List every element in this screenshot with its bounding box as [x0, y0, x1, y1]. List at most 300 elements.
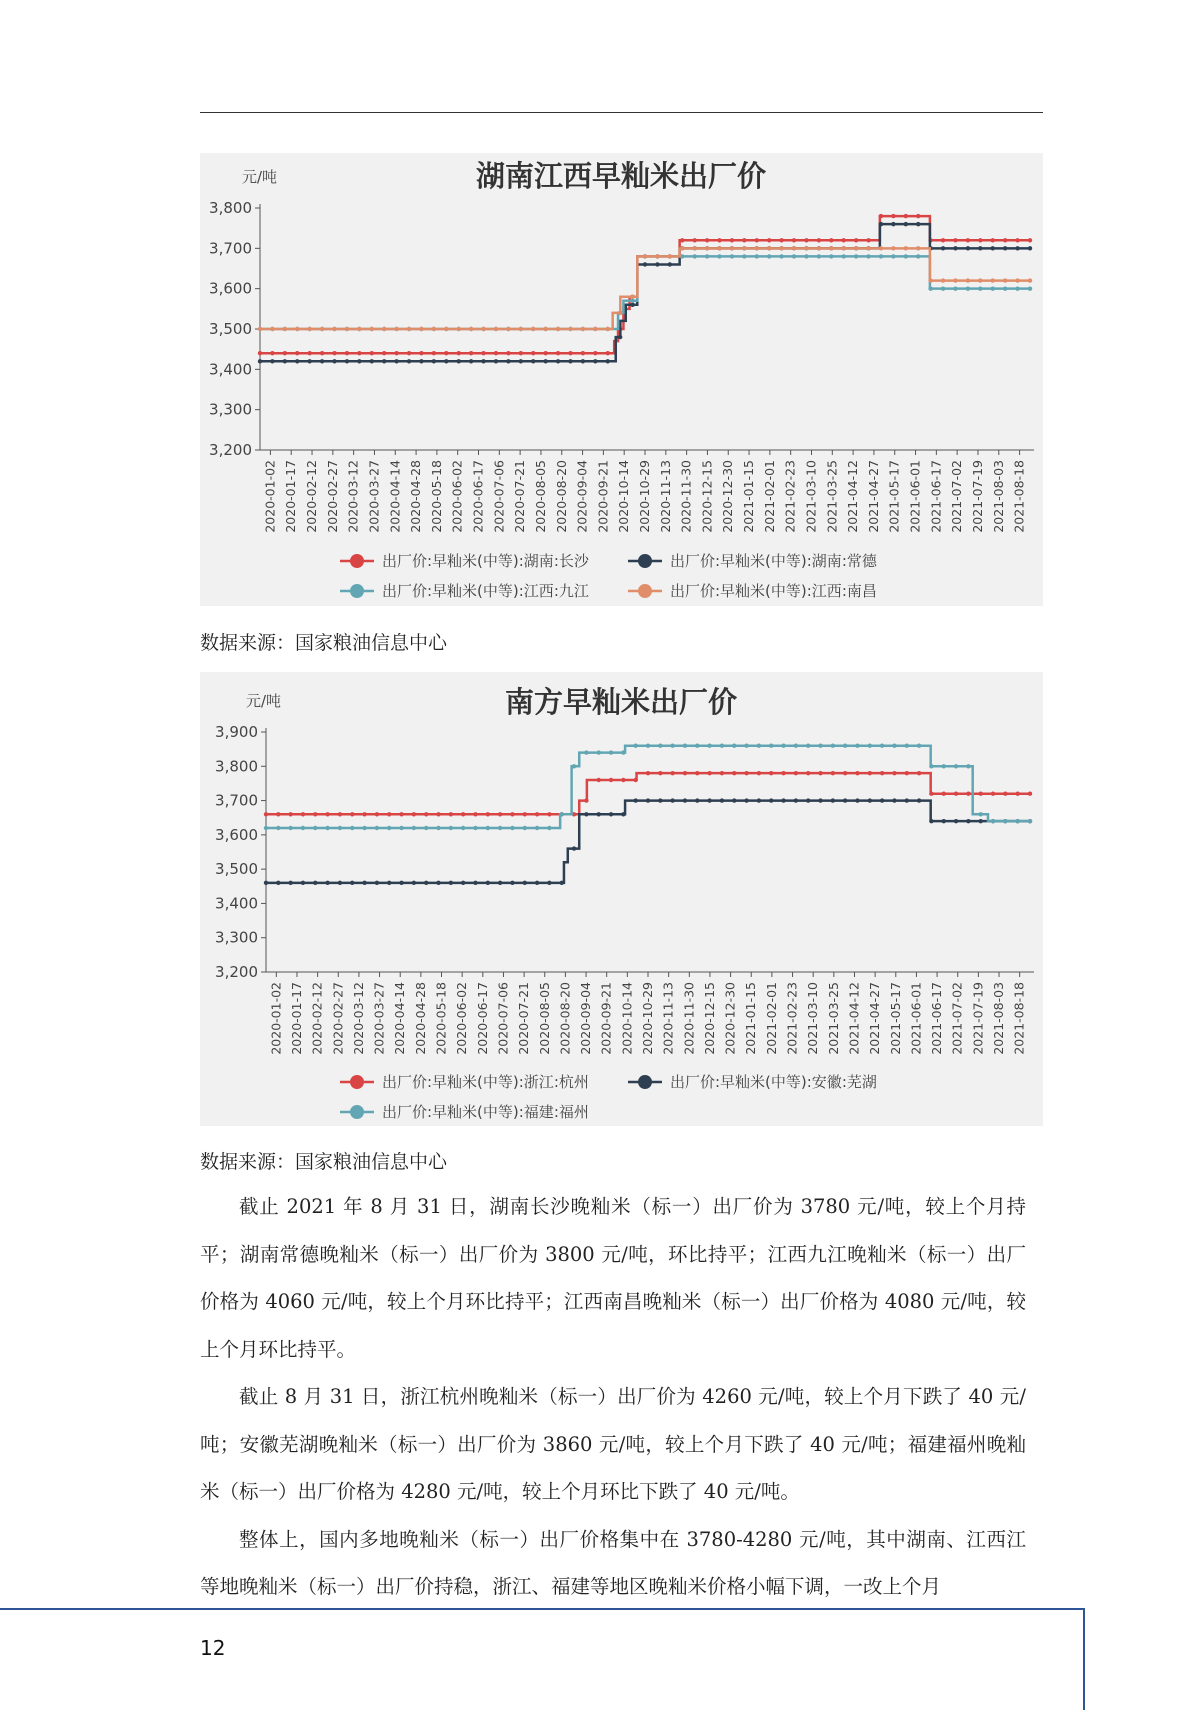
series-point [843, 798, 847, 802]
series-point [432, 359, 436, 363]
series-point [717, 254, 721, 258]
series-point [953, 238, 957, 242]
legend-label: 出厂价:早籼米(中等):江西:九江 [382, 582, 589, 600]
series-point [288, 812, 292, 816]
chart-title: 南方早籼米出厂价 [504, 685, 738, 719]
series-point [966, 764, 970, 768]
series-point [705, 246, 709, 250]
series-point [332, 351, 336, 355]
series-point [730, 254, 734, 258]
x-tick-label: 2020-07-21 [512, 460, 528, 533]
series-point [295, 327, 299, 331]
series-point [854, 254, 858, 258]
series-point [683, 798, 687, 802]
series-point [966, 792, 970, 796]
series-point [646, 744, 650, 748]
series-point [916, 214, 920, 218]
series-point [469, 327, 473, 331]
x-tick-label: 2021-04-27 [865, 460, 881, 533]
series-point [633, 744, 637, 748]
series-point [991, 286, 995, 290]
x-tick-label: 2021-03-25 [824, 460, 840, 533]
series-point [572, 846, 576, 850]
x-tick-label: 2020-06-17 [470, 460, 486, 533]
y-tick-label: 3,200 [209, 441, 252, 459]
series-point [979, 812, 983, 816]
series-point [720, 744, 724, 748]
series-point [531, 359, 535, 363]
series-point [399, 826, 403, 830]
series-point [295, 359, 299, 363]
series-point [609, 812, 613, 816]
y-tick-label: 3,500 [215, 860, 258, 879]
x-tick-label: 2020-08-05 [536, 982, 552, 1055]
series-point [854, 246, 858, 250]
x-tick-label: 2021-08-03 [990, 460, 1006, 533]
series-point [543, 327, 547, 331]
x-tick-label: 2021-06-01 [908, 982, 924, 1055]
series-point [905, 798, 909, 802]
series-point [498, 812, 502, 816]
series-point [621, 812, 625, 816]
series-point [560, 812, 564, 816]
series-point [917, 798, 921, 802]
series-point [779, 246, 783, 250]
x-tick-label: 2021-08-03 [991, 982, 1007, 1055]
series-point [510, 812, 514, 816]
series-point [769, 744, 773, 748]
series-point [978, 286, 982, 290]
series-point [357, 351, 361, 355]
y-tick-label: 3,200 [215, 963, 258, 981]
series-point [276, 826, 280, 830]
x-tick-label: 2021-06-17 [928, 460, 944, 533]
x-tick-label: 2020-11-13 [657, 460, 673, 533]
series-point [494, 359, 498, 363]
series-point [424, 812, 428, 816]
body-text [200, 1183, 1026, 1611]
series-point [1015, 238, 1019, 242]
series-point [769, 771, 773, 775]
series-point [829, 254, 833, 258]
x-tick-label: 2020-07-06 [495, 982, 511, 1055]
series-point [794, 771, 798, 775]
chart-title: 湖南江西早籼米出厂价 [475, 159, 767, 193]
series-point [581, 359, 585, 363]
x-tick-label: 2020-01-17 [288, 982, 304, 1055]
series-point [307, 359, 311, 363]
series-point [966, 238, 970, 242]
series-point [978, 278, 982, 282]
series-point [658, 744, 662, 748]
series-point [929, 764, 933, 768]
series-point [769, 798, 773, 802]
series-point [345, 327, 349, 331]
x-tick-label: 2020-06-02 [449, 460, 465, 533]
series-point [744, 798, 748, 802]
legend-swatch-marker [350, 554, 364, 568]
series-point [1015, 792, 1019, 796]
series-point [419, 359, 423, 363]
series-point [978, 238, 982, 242]
series-point [942, 764, 946, 768]
series-point [744, 771, 748, 775]
series-point [966, 286, 970, 290]
series-point [917, 771, 921, 775]
series-point [572, 764, 576, 768]
x-tick-label: 2020-07-06 [491, 460, 507, 533]
series-point [494, 327, 498, 331]
series-point [382, 351, 386, 355]
series-point [481, 351, 485, 355]
series-point [792, 246, 796, 250]
series-point [609, 778, 613, 782]
series-point [394, 327, 398, 331]
x-tick-label: 2020-01-02 [262, 460, 278, 533]
x-tick-label: 2020-03-12 [350, 982, 366, 1055]
series-point [547, 812, 551, 816]
y-tick-label: 3,900 [215, 723, 258, 741]
y-tick-label: 3,500 [209, 320, 252, 338]
series-point [843, 771, 847, 775]
legend-swatch-marker [350, 1105, 364, 1119]
series-point [444, 359, 448, 363]
x-tick-label: 2021-02-01 [763, 982, 779, 1055]
series-point [547, 881, 551, 885]
series-point [855, 744, 859, 748]
series-point [1028, 819, 1032, 823]
series-point [498, 881, 502, 885]
x-tick-label: 2020-09-21 [595, 460, 611, 533]
y-tick-label: 3,400 [215, 894, 258, 913]
series-point [394, 359, 398, 363]
series-point [419, 351, 423, 355]
x-tick-label: 2020-11-30 [678, 460, 694, 533]
series-point [523, 826, 527, 830]
series-point [469, 359, 473, 363]
series-point [357, 327, 361, 331]
series-point [556, 327, 560, 331]
series-point [804, 238, 808, 242]
series-point [767, 246, 771, 250]
series-point [1015, 286, 1019, 290]
series-point [457, 359, 461, 363]
series-point [705, 238, 709, 242]
x-tick-label: 2021-02-23 [784, 982, 800, 1055]
series-point [283, 327, 287, 331]
series-point [519, 327, 523, 331]
series-point [338, 826, 342, 830]
series-point [313, 812, 317, 816]
x-tick-label: 2020-10-29 [640, 982, 655, 1055]
series-point [732, 798, 736, 802]
series-point [473, 812, 477, 816]
x-tick-label: 2021-05-17 [887, 982, 903, 1055]
x-tick-label: 2020-01-17 [283, 460, 299, 533]
series-point [692, 254, 696, 258]
series-point [568, 351, 572, 355]
series-point [606, 359, 610, 363]
series-point [953, 278, 957, 282]
series-point [818, 771, 822, 775]
x-tick-label: 2020-01-02 [268, 982, 284, 1055]
series-point [581, 327, 585, 331]
y-axis-unit: 元/吨 [246, 692, 282, 710]
x-tick-label: 2021-01-15 [741, 460, 757, 533]
series-point [325, 812, 329, 816]
y-tick-label: 3,700 [209, 239, 252, 258]
series-point [593, 359, 597, 363]
series-point [419, 327, 423, 331]
series-point [979, 792, 983, 796]
x-tick-label: 2020-12-30 [722, 982, 738, 1055]
series-line [260, 256, 1030, 329]
series-point [941, 278, 945, 282]
series-point [695, 744, 699, 748]
series-point [258, 359, 262, 363]
paragraph: 截止 2021 年 8 月 31 日，湖南长沙晚籼米（标一）出厂价为 3780 元/吨，较上个月持平；湖南常德晚籼米（标一）出厂价为 3800 元/吨，环比持平；江西九江晚籼米（标一）出厂价格为 4060 元/吨，较上个月环比持平；江西南昌晚籼米（标一）出厂价格为 4080 元/吨，较上个月环比持平。 [200, 1195, 1026, 1361]
series-point [683, 744, 687, 748]
series-point [880, 798, 884, 802]
series-point [670, 771, 674, 775]
series-point [854, 238, 858, 242]
series-point [436, 812, 440, 816]
series-point [560, 881, 564, 885]
series-point [767, 254, 771, 258]
y-axis-unit: 元/吨 [242, 168, 278, 186]
series-point [288, 881, 292, 885]
series-line [266, 746, 1030, 828]
series-point [449, 812, 453, 816]
series-point [804, 246, 808, 250]
series-point [720, 798, 724, 802]
series-point [506, 327, 510, 331]
series-point [817, 246, 821, 250]
series-point [705, 254, 709, 258]
series-point [855, 771, 859, 775]
series-point [843, 744, 847, 748]
series-point [794, 744, 798, 748]
series-point [744, 744, 748, 748]
series-point [461, 881, 465, 885]
series-point [535, 881, 539, 885]
series-point [683, 771, 687, 775]
source-note-2: 数据来源：国家粮油信息中心 [200, 1151, 448, 1173]
x-tick-label: 2020-11-30 [681, 982, 697, 1055]
series-point [868, 798, 872, 802]
series-point [449, 881, 453, 885]
series-point [593, 351, 597, 355]
series-point [407, 351, 411, 355]
series-point [928, 278, 932, 282]
series-point [966, 819, 970, 823]
series-point [742, 246, 746, 250]
y-tick-label: 3,700 [215, 791, 258, 810]
x-tick-label: 2020-02-12 [304, 460, 320, 533]
series-point [781, 798, 785, 802]
series-point [412, 881, 416, 885]
series-point [510, 881, 514, 885]
series-point [917, 744, 921, 748]
series-point [717, 246, 721, 250]
series-point [829, 246, 833, 250]
series-point [568, 359, 572, 363]
series-point [307, 327, 311, 331]
series-point [313, 826, 317, 830]
x-tick-label: 2020-08-20 [557, 982, 573, 1055]
series-point [345, 351, 349, 355]
series-point [1015, 278, 1019, 282]
series-point [531, 327, 535, 331]
series-point [692, 238, 696, 242]
series-point [325, 881, 329, 885]
series-point [424, 881, 428, 885]
x-tick-label: 2020-09-21 [598, 982, 614, 1055]
series-point [633, 798, 637, 802]
x-tick-label: 2021-02-01 [761, 460, 777, 533]
series-point [382, 359, 386, 363]
series-point [510, 826, 514, 830]
series-point [868, 771, 872, 775]
series-point [584, 812, 588, 816]
x-tick-label: 2020-02-12 [309, 982, 325, 1055]
series-point [991, 819, 995, 823]
series-point [362, 826, 366, 830]
x-tick-label: 2020-08-20 [553, 460, 569, 533]
series-point [842, 254, 846, 258]
series-point [904, 214, 908, 218]
series-point [905, 771, 909, 775]
series-point [362, 812, 366, 816]
series-point [755, 246, 759, 250]
series-point [370, 327, 374, 331]
series-point [320, 327, 324, 331]
series-point [461, 812, 465, 816]
paragraph: 截止 8 月 31 日，浙江杭州晚籼米（标一）出厂价为 4260 元/吨，较上个月下跌了 40 元/吨；安徽芜湖晚籼米（标一）出厂价为 3860 元/吨，较上个月下跌了 40 元/吨；福建福州晚籼米（标一）出厂价格为 4280 元/吨，较上个月环比下跌了 40 元/吨。 [200, 1385, 1026, 1503]
series-point [831, 771, 835, 775]
x-tick-label: 2020-06-02 [454, 982, 470, 1055]
series-point [1003, 246, 1007, 250]
series-point [543, 351, 547, 355]
series-point [866, 238, 870, 242]
series-point [730, 246, 734, 250]
series-point [879, 254, 883, 258]
series-point [670, 798, 674, 802]
series-point [584, 750, 588, 754]
series-point [891, 214, 895, 218]
series-point [338, 881, 342, 885]
series-point [978, 246, 982, 250]
series-line [260, 248, 1030, 329]
series-point [817, 254, 821, 258]
series-point [668, 262, 672, 266]
x-tick-label: 2020-12-15 [699, 460, 715, 533]
series-point [568, 327, 572, 331]
series-point [531, 351, 535, 355]
series-point [556, 359, 560, 363]
series-point [658, 798, 662, 802]
x-tick-label: 2020-04-28 [408, 460, 424, 533]
series-point [866, 246, 870, 250]
series-point [804, 254, 808, 258]
series-point [879, 214, 883, 218]
series-point [966, 246, 970, 250]
y-tick-label: 3,600 [209, 279, 252, 298]
series-point [1028, 286, 1032, 290]
series-point [643, 254, 647, 258]
series-point [407, 327, 411, 331]
series-point [399, 881, 403, 885]
y-tick-label: 3,800 [209, 199, 252, 217]
x-tick-label: 2021-02-23 [782, 460, 798, 533]
x-tick-label: 2021-01-15 [743, 982, 759, 1055]
series-point [630, 303, 634, 307]
series-point [494, 351, 498, 355]
x-tick-label: 2021-04-12 [845, 460, 861, 533]
series-point [609, 750, 613, 754]
x-tick-label: 2020-08-05 [532, 460, 548, 533]
series-point [332, 359, 336, 363]
series-point [523, 881, 527, 885]
series-point [855, 798, 859, 802]
paragraph: 整体上，国内多地晚籼米（标一）出厂价格集中在 3780-4280 元/吨，其中湖南、江西江等地晚籼米（标一）出厂价持稳，浙江、福建等地区晚籼米价格小幅下调，一改上个月 [200, 1527, 1026, 1598]
series-point [695, 798, 699, 802]
series-point [695, 771, 699, 775]
series-point [258, 327, 262, 331]
x-tick-label: 2020-09-04 [578, 982, 594, 1055]
series-point [387, 881, 391, 885]
series-point [831, 744, 835, 748]
series-point [755, 238, 759, 242]
series-point [436, 881, 440, 885]
series-point [264, 881, 268, 885]
series-point [831, 798, 835, 802]
x-tick-label: 2021-07-02 [949, 982, 965, 1055]
series-point [547, 826, 551, 830]
x-tick-label: 2021-03-25 [825, 982, 841, 1055]
series-point [449, 826, 453, 830]
x-tick-label: 2020-09-04 [574, 460, 590, 533]
series-point [382, 327, 386, 331]
y-tick-label: 3,800 [215, 757, 258, 776]
series-point [270, 359, 274, 363]
series-point [394, 351, 398, 355]
y-tick-label: 3,300 [215, 928, 258, 947]
x-tick-label: 2020-03-12 [345, 460, 361, 533]
legend-swatch-marker [638, 554, 652, 568]
series-point [473, 881, 477, 885]
x-tick-label: 2020-11-13 [660, 982, 676, 1055]
series-point [732, 771, 736, 775]
series-point [307, 351, 311, 355]
series-point [806, 771, 810, 775]
series-point [818, 798, 822, 802]
series-point [606, 351, 610, 355]
legend-label: 出厂价:早籼米(中等):湖南:长沙 [382, 552, 589, 570]
x-tick-label: 2021-04-12 [846, 982, 862, 1055]
series-point [301, 881, 305, 885]
series-point [829, 238, 833, 242]
series-point [730, 238, 734, 242]
series-point [655, 262, 659, 266]
series-point [630, 299, 634, 303]
series-point [264, 826, 268, 830]
series-point [891, 246, 895, 250]
x-tick-label: 2021-03-10 [803, 460, 819, 533]
series-point [325, 826, 329, 830]
series-point [941, 286, 945, 290]
series-point [904, 246, 908, 250]
